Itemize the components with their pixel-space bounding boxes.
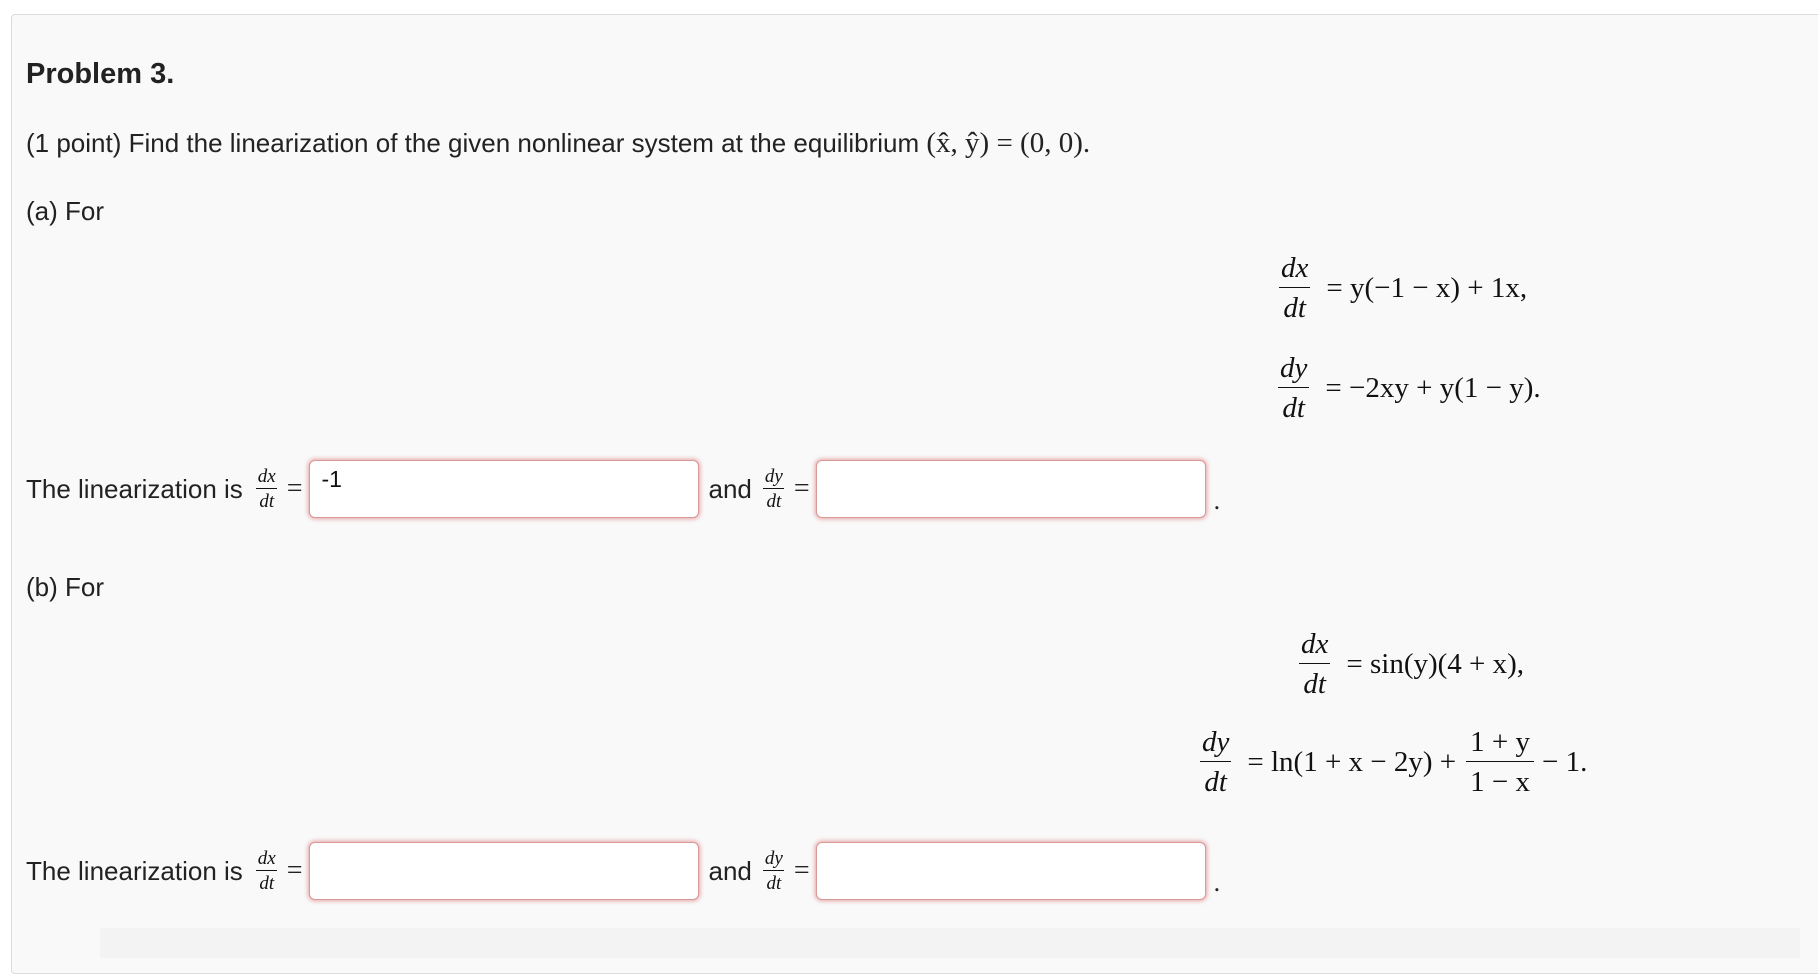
part-a-dxdt-input[interactable] [309, 460, 699, 518]
part-b-linearization-row [26, 842, 1220, 900]
part-b-eq2-rhs-a: = ln(1 + x − 2y) + [1247, 746, 1457, 778]
part-b-equation-1 [1297, 630, 1524, 699]
part-b-eq2-rhs-b: − 1. [1542, 746, 1588, 778]
part-b-label: (b) For [26, 572, 104, 602]
equilibrium-math: (x̂, ŷ) = (0, 0). [926, 127, 1091, 159]
equals-sign: = [793, 473, 810, 504]
part-b-equation-2 [1198, 728, 1587, 797]
equals-sign: = [286, 473, 303, 504]
part-b-eq1-rhs: = sin(y)(4 + x), [1346, 648, 1525, 680]
part-a-linearization-row [26, 460, 1220, 518]
part-a-equation-1 [1277, 254, 1527, 323]
part-a-eq2-rhs: = −2xy + y(1 − y). [1325, 372, 1541, 404]
part-a-eq1-rhs: = y(−1 − x) + 1x, [1326, 272, 1528, 304]
part-b-eq2-fraction: $\frac{1 + y}{1 - x}$ [1466, 728, 1534, 797]
panel-footer-strip [100, 928, 1800, 958]
linearization-label: The linearization is [26, 473, 243, 504]
part-b-dydt-input[interactable] [816, 842, 1206, 900]
inline-dydt-frac: $\frac{dy}{dt}$ [764, 848, 783, 894]
part-b-eq1-lhs: $\frac{dx}{dt}$ [1301, 628, 1329, 700]
part-b-dxdt-input[interactable] [309, 842, 699, 900]
period: . [1213, 868, 1221, 897]
statement-text: (1 point) Find the linearization of the given nonlinear system at the equilibrium [26, 128, 927, 158]
part-b-eq2-lhs: $\frac{dy}{dt}$ [1202, 726, 1230, 798]
part-a-equation-2 [1276, 354, 1541, 423]
equals-sign: = [793, 855, 810, 886]
and-text: and [708, 473, 752, 504]
part-a-dydt-input[interactable] [816, 460, 1206, 518]
and-text: and [708, 855, 752, 886]
part-a-eq1-lhs: $\frac{dx}{dt}$ [1281, 252, 1309, 324]
period: . [1213, 486, 1221, 515]
part-a-eq2-lhs: $\frac{dy}{dt}$ [1280, 352, 1308, 424]
inline-dxdt-frac: $\frac{dx}{dt}$ [257, 848, 276, 894]
part-a-label: (a) For [26, 196, 104, 226]
linearization-label: The linearization is [26, 855, 243, 886]
inline-dydt-frac: $\frac{dy}{dt}$ [764, 466, 783, 512]
equals-sign: = [286, 855, 303, 886]
problem-title: Problem 3. [26, 58, 175, 90]
problem-statement [26, 127, 1090, 160]
inline-dxdt-frac: $\frac{dx}{dt}$ [257, 466, 276, 512]
